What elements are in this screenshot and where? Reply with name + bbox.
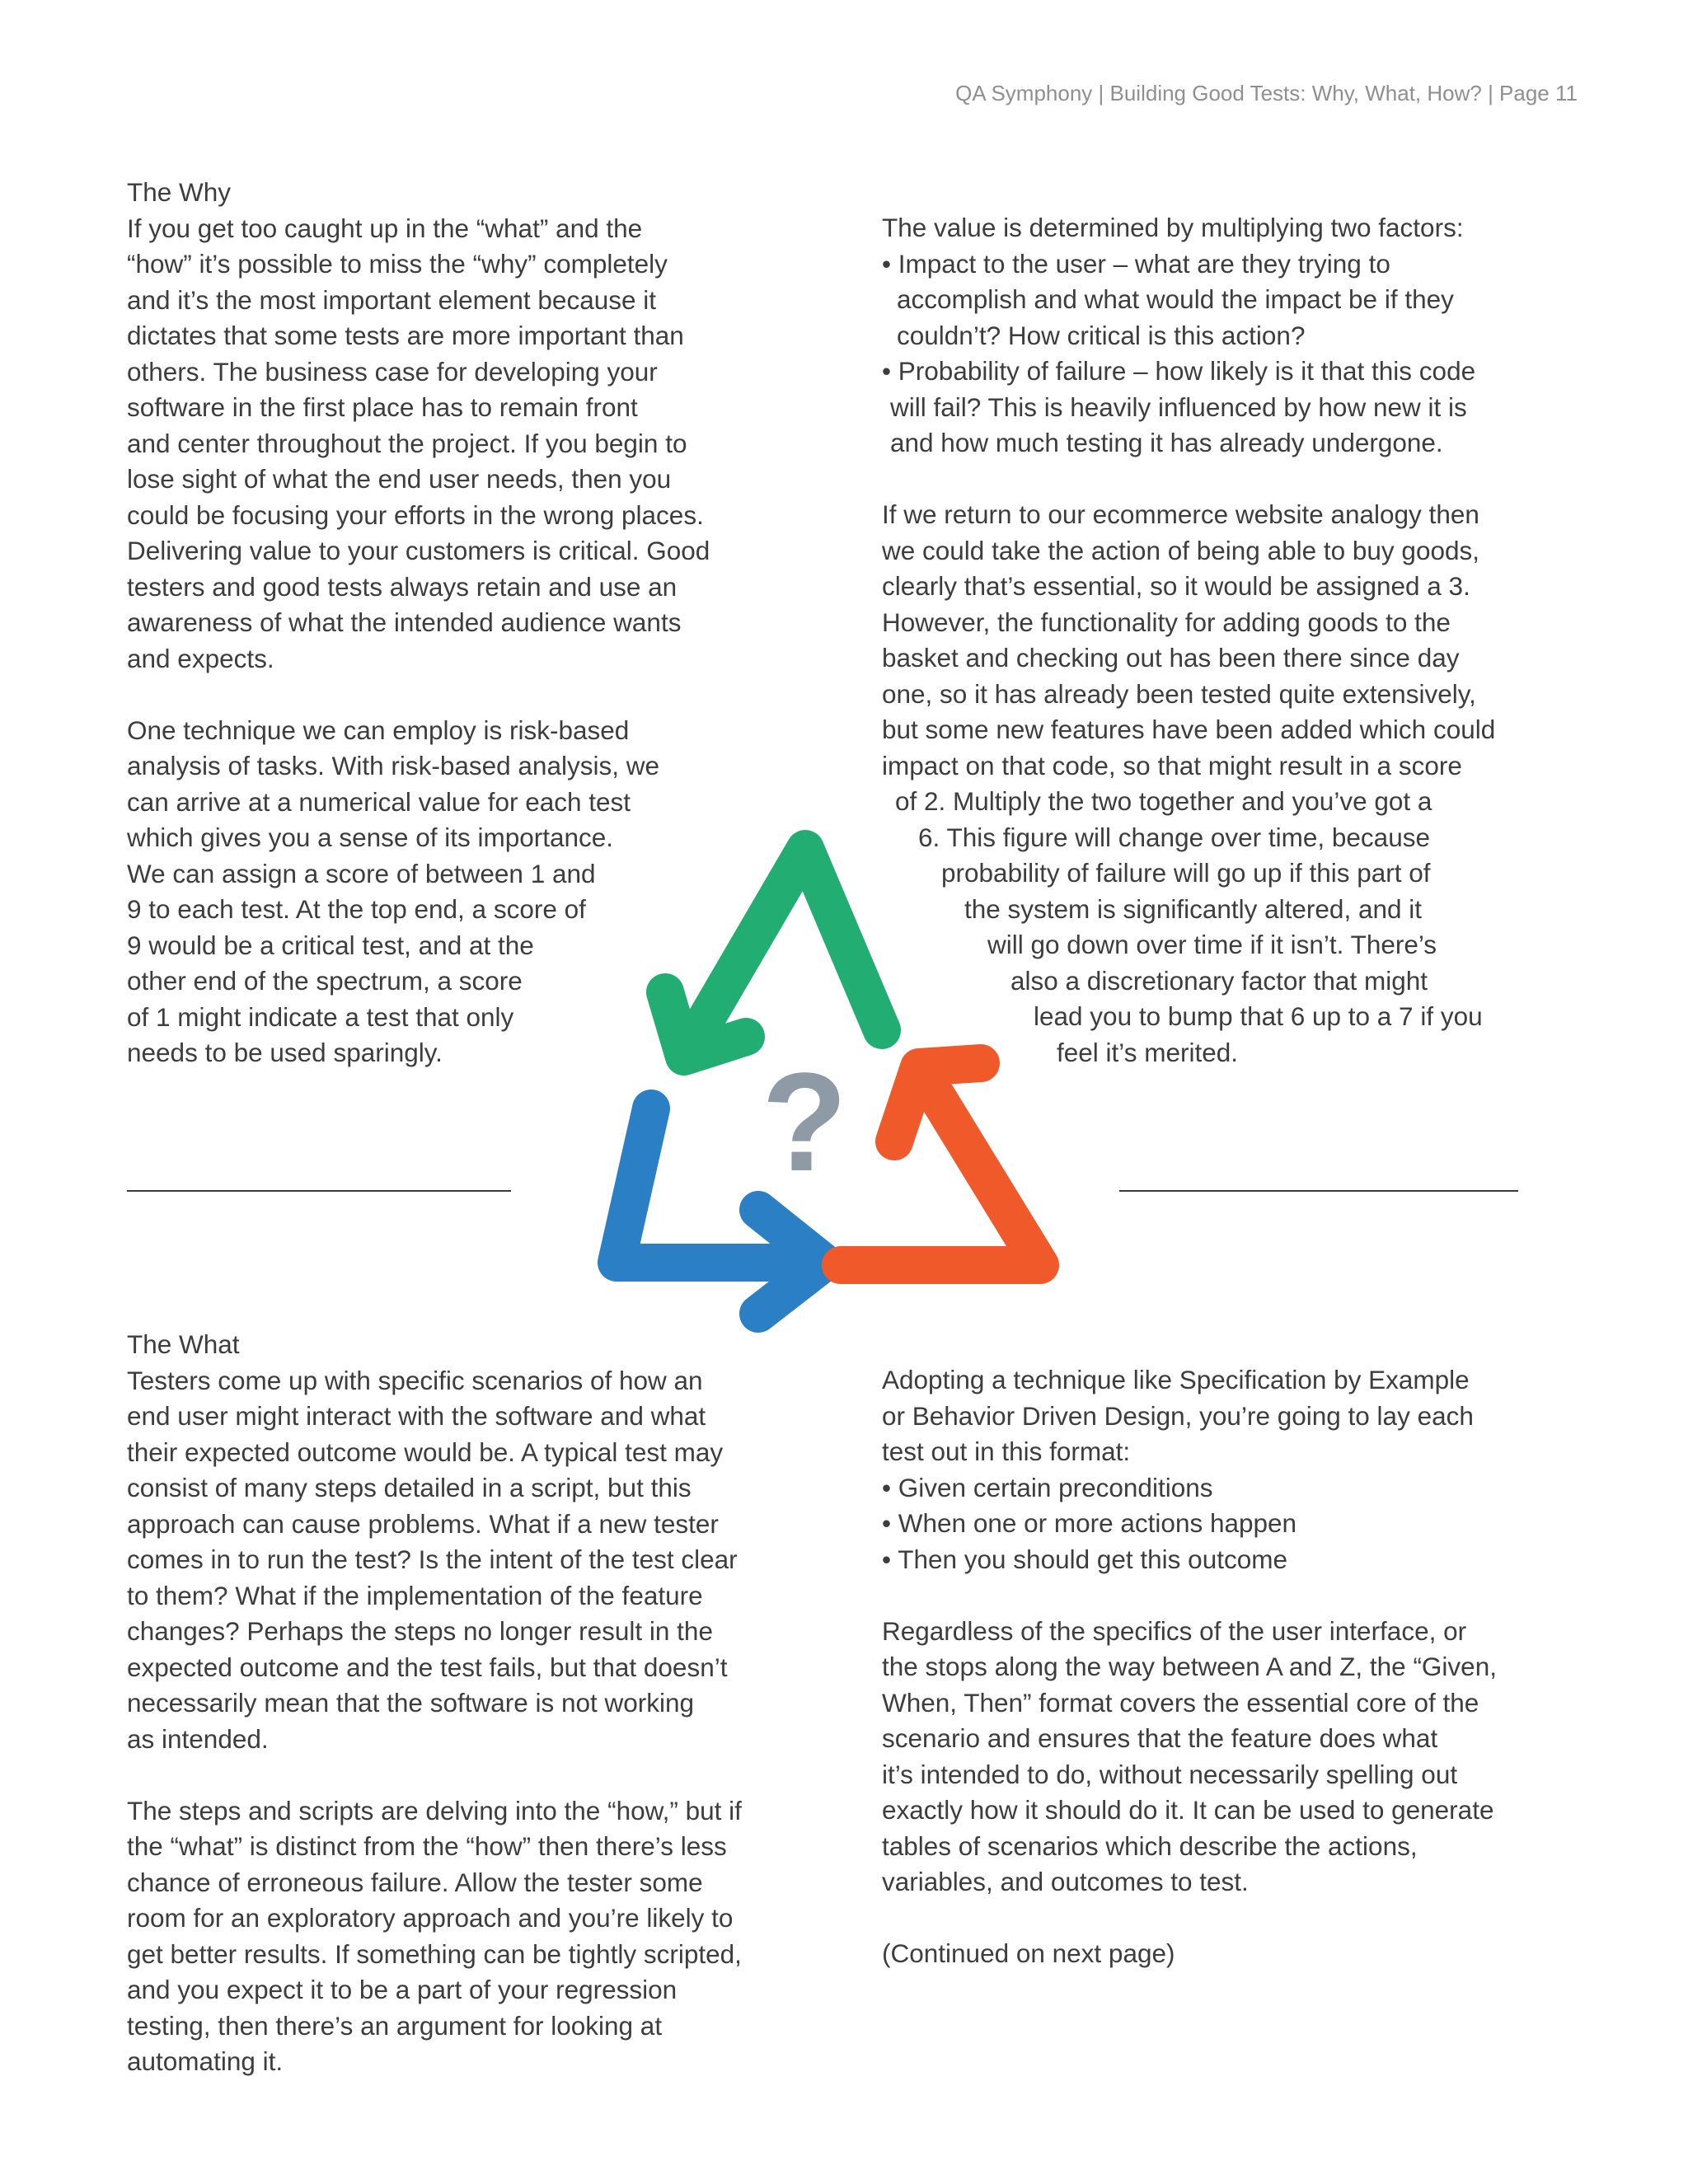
- what-text-line: changes? Perhaps the steps no longer result in the: [127, 1616, 713, 1646]
- why-text-line: lose sight of what the end user needs, then you: [127, 464, 672, 494]
- value-text-line: couldn’t? How critical is this action?: [897, 320, 1306, 350]
- value-text-line: we could take the action of being able to buy goods,: [882, 535, 1480, 565]
- adopt-text-line: When, Then” format covers the essential core of the: [882, 1687, 1479, 1718]
- why-text-line: analysis of tasks. With risk-based analysis, we: [127, 751, 659, 780]
- what-text-line: testing, then there’s an argument for looking at: [127, 2010, 663, 2041]
- adopt-text-line: (Continued on next page): [882, 1938, 1175, 1968]
- adopt-text-line: it’s intended to do, without necessarily spelling out: [882, 1759, 1458, 1789]
- paragraph-break: [882, 1900, 1497, 1937]
- value-text-line: The value is determined by multiplying two factors:: [882, 213, 1464, 242]
- value-text-line: impact on that code, so that might result in a score: [882, 750, 1462, 780]
- what-text-line: chance of erroneous failure. Allow the tester some: [127, 1867, 703, 1897]
- what-text-line: their expected outcome would be. A typical test may: [127, 1436, 724, 1467]
- value-text-line: • Probability of failure – how likely is it that this code: [882, 356, 1476, 386]
- why-text-line: If you get too caught up in the “what” and the: [127, 213, 643, 243]
- why-text-line: and it’s the most important element because it: [127, 284, 657, 315]
- adopt-text-line: or Behavior Driven Design, you’re going to lay each: [882, 1400, 1474, 1431]
- paragraph-break: [127, 677, 710, 713]
- what-heading: The What: [127, 1329, 240, 1359]
- what-text-line: room for an exploratory approach and you’re likely to: [127, 1903, 734, 1933]
- green-arrow-icon: [665, 849, 882, 1057]
- what-text-line: automating it.: [127, 2046, 284, 2076]
- question-mark-icon: ?: [762, 1044, 847, 1201]
- value-text-line: of 2. Multiply the two together and you’ve got a: [895, 786, 1432, 816]
- why-text-line: software in the first place has to remain front: [127, 392, 638, 422]
- why-text-line: “how” it’s possible to miss the “why” completely: [127, 249, 668, 279]
- why-text-line: We can assign a score of between 1 and: [127, 858, 596, 888]
- why-text-line: awareness of what the intended audience wants: [127, 607, 682, 637]
- why-text-line: One technique we can employ is risk-based: [127, 715, 630, 745]
- value-text-line: basket and checking out has been there since day: [882, 643, 1460, 673]
- orange-arrow-icon: [841, 1063, 1040, 1265]
- value-text-line: also a discretionary factor that might: [1010, 965, 1428, 996]
- why-text-line: of 1 might indicate a test that only: [127, 1001, 514, 1032]
- adopt-text-line: scenario and ensures that the feature does what: [882, 1723, 1438, 1753]
- what-text-line: Testers come up with specific scenarios of how an: [127, 1365, 703, 1395]
- paragraph-break: [882, 1577, 1497, 1614]
- what-text-line: consist of many steps detailed in a script, but this: [127, 1473, 692, 1502]
- why-text-line: could be focusing your efforts in the wrong places.: [127, 499, 704, 530]
- what-text-line: get better results. If something can be tightly scripted,: [127, 1938, 742, 1969]
- value-text-line: However, the functionality for adding goods to the: [882, 607, 1451, 637]
- what-text-line: comes in to run the test? Is the intent of the test clear: [127, 1544, 738, 1574]
- value-text-line: and how much testing it has already undergone.: [890, 428, 1443, 457]
- why-text-line: can arrive at a numerical value for each test: [127, 786, 631, 817]
- value-text-line: probability of failure will go up if this part of: [941, 858, 1431, 888]
- divider-left: [127, 1190, 511, 1192]
- what-text-line: and you expect it to be a part of your regression: [127, 1975, 678, 2004]
- why-heading: The Why: [127, 177, 232, 207]
- paragraph-break: [127, 1757, 742, 1793]
- value-text-line: If we return to our ecommerce website analogy then: [882, 499, 1479, 529]
- adopt-text-line: • Then you should get this outcome: [882, 1544, 1288, 1574]
- value-text-line: lead you to bump that 6 up to a 7 if you: [1034, 1001, 1483, 1031]
- value-text-line: will fail? This is heavily influenced by how new it is: [890, 391, 1467, 422]
- page-header: QA Symphony | Building Good Tests: Why, What, How? | Page 11: [955, 81, 1578, 105]
- why-text-line: 9 to each test. At the top end, a score of: [127, 894, 586, 924]
- why-text-line: and expects.: [127, 643, 274, 673]
- what-text-line: the “what” is distinct from the “how” then there’s less: [127, 1831, 727, 1861]
- value-text-line: will go down over time if it isn’t. There’s: [987, 930, 1437, 959]
- adopt-text-line: variables, and outcomes to test.: [882, 1867, 1249, 1896]
- why-text-line: needs to be used sparingly.: [127, 1038, 443, 1067]
- adopt-text-line: exactly how it should do it. It can be used to generate: [882, 1795, 1494, 1825]
- adopt-text-line: • Given certain preconditions: [882, 1472, 1213, 1502]
- why-text-line: dictates that some tests are more important than: [127, 321, 684, 350]
- what-text-line: necessarily mean that the software is not working: [127, 1688, 695, 1718]
- what-text-line: as intended.: [127, 1723, 269, 1754]
- adopt-text-line: Regardless of the specifics of the user interface, or: [882, 1615, 1467, 1646]
- adopt-text-line: the stops along the way between A and Z, the “Given,: [882, 1652, 1497, 1681]
- what-text-line: to them? What if the implementation of the feature: [127, 1580, 703, 1610]
- why-text-line: which gives you a sense of its importance.: [127, 823, 614, 852]
- what-text-line: approach can cause problems. What if a new tester: [127, 1508, 719, 1539]
- why-text-line: and center throughout the project. If you begin to: [127, 428, 687, 458]
- what-text-line: The steps and scripts are delving into the “how,” but if: [127, 1795, 742, 1825]
- what-section: [127, 1327, 742, 2080]
- what-text-line: end user might interact with the software and what: [127, 1401, 706, 1431]
- adopt-text-line: • When one or more actions happen: [882, 1508, 1297, 1538]
- what-text-line: expected outcome and the test fails, but that doesn’t: [127, 1652, 728, 1682]
- divider-right: [1119, 1190, 1518, 1192]
- value-text-line: 6. This figure will change over time, because: [918, 822, 1430, 852]
- value-text-line: • Impact to the user – what are they trying to: [882, 248, 1390, 279]
- value-text-line: feel it’s merited.: [1057, 1037, 1239, 1067]
- value-text-line: the system is significantly altered, and it: [964, 893, 1423, 924]
- why-text-line: others. The business case for developing your: [127, 356, 658, 387]
- value-text-line: one, so it has already been tested quite extensively,: [882, 678, 1476, 709]
- adopt-text-line: Adopting a technique like Specification by Example: [882, 1365, 1470, 1394]
- value-text-line: clearly that’s essential, so it would be assigned a 3.: [882, 571, 1470, 601]
- adopt-text-line: tables of scenarios which describe the actions,: [882, 1830, 1418, 1861]
- value-text-line: accomplish and what would the impact be if they: [897, 284, 1454, 314]
- paragraph-break: [882, 462, 1495, 498]
- adopt-text-line: test out in this format:: [882, 1436, 1131, 1466]
- adopt-section: [882, 1362, 1497, 1972]
- why-text-line: Delivering value to your customers is critical. Good: [127, 536, 710, 565]
- question-cycle-graphic: [536, 816, 1080, 1335]
- why-text-line: 9 would be a critical test, and at the: [127, 930, 534, 960]
- value-text-line: but some new features have been added which could: [882, 715, 1496, 744]
- why-text-line: other end of the spectrum, a score: [127, 966, 523, 996]
- why-text-line: testers and good tests always retain and use an: [127, 571, 678, 602]
